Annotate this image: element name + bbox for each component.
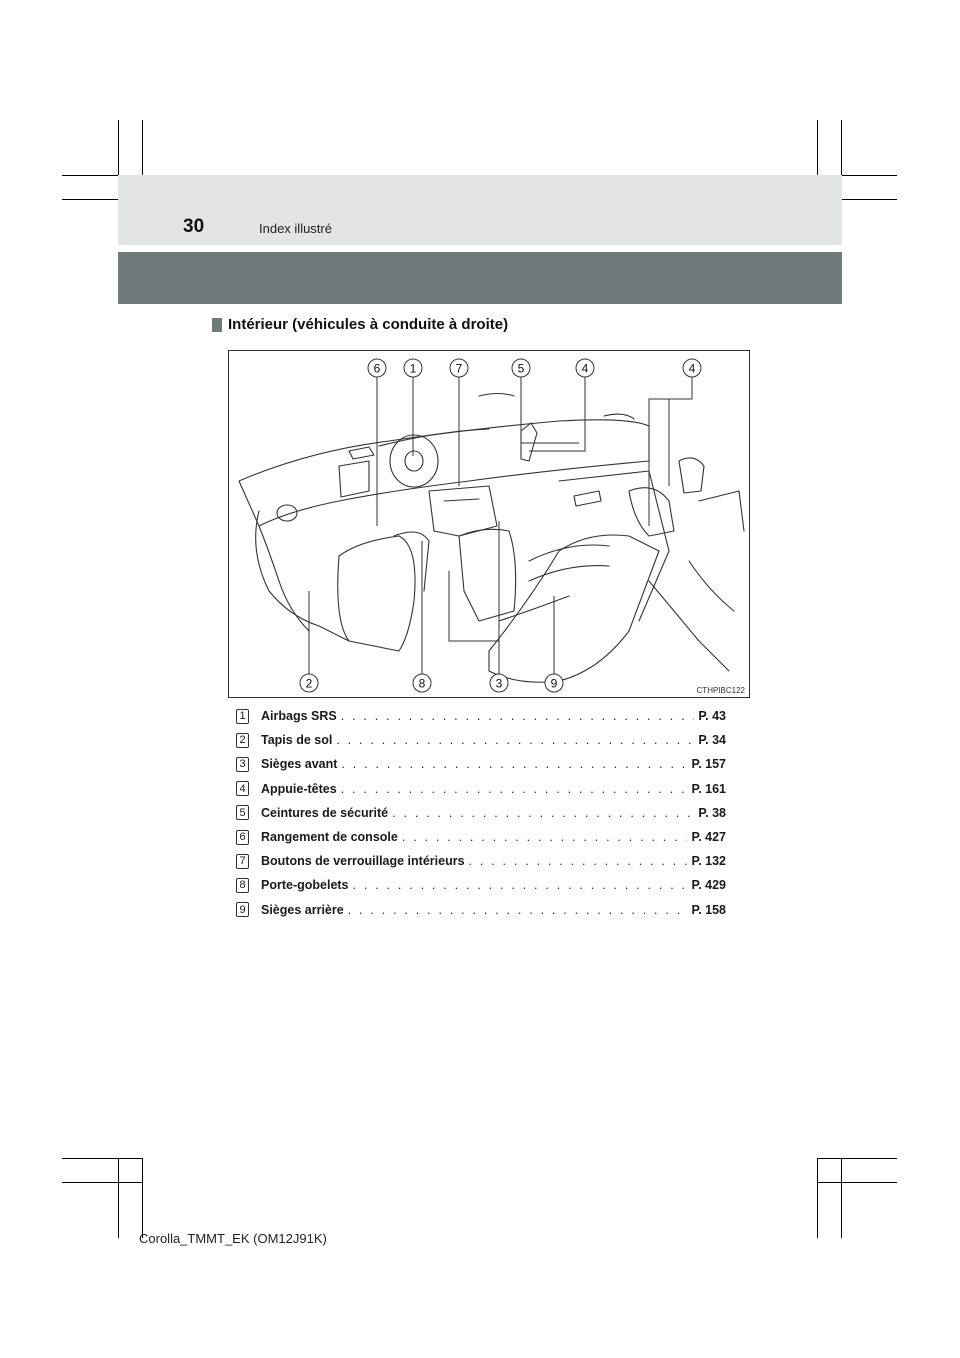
- leader-dots: [341, 757, 687, 771]
- leader-dots: [341, 709, 695, 723]
- index-item: [236, 898, 726, 922]
- item-page-ref[interactable]: P. 38: [698, 805, 726, 820]
- callout-label: 8: [418, 676, 426, 691]
- subheading-text: Intérieur (véhicules à conduite à droite): [228, 316, 509, 333]
- callout-label: 3: [495, 676, 503, 691]
- item-label: Sièges arrière: [261, 902, 344, 917]
- item-label: Airbags SRS: [261, 709, 337, 724]
- leader-dots: [469, 854, 688, 868]
- item-number: 3: [236, 757, 249, 772]
- item-number: 5: [236, 805, 249, 820]
- index-item: [236, 825, 726, 849]
- car-interior-drawing: [229, 351, 749, 697]
- item-label: Porte-gobelets: [261, 878, 349, 893]
- item-number: 8: [236, 878, 249, 893]
- item-page-ref[interactable]: P. 157: [691, 757, 726, 772]
- section-title: Index illustré: [259, 221, 332, 236]
- page-number: 30: [183, 216, 205, 237]
- crop-mark: [62, 1182, 142, 1183]
- header-band: [118, 175, 842, 245]
- crop-mark: [841, 1158, 842, 1238]
- item-label: Rangement de console: [261, 830, 398, 845]
- index-item: [236, 704, 726, 728]
- crop-mark: [142, 1158, 143, 1238]
- callout-label: 7: [455, 361, 463, 376]
- callout-label: 5: [517, 361, 525, 376]
- item-number: 2: [236, 733, 249, 748]
- index-item: [236, 801, 726, 825]
- item-page-ref[interactable]: P. 132: [691, 854, 726, 869]
- callout-label: 9: [550, 676, 558, 691]
- item-page-ref[interactable]: P. 158: [691, 902, 726, 917]
- item-number: 9: [236, 902, 249, 917]
- callout-label: 4: [581, 361, 589, 376]
- leader-dots: [341, 782, 688, 796]
- callout-label: 6: [373, 361, 381, 376]
- crop-mark: [817, 1158, 818, 1238]
- item-number: 7: [236, 854, 249, 869]
- crop-mark: [817, 1158, 897, 1159]
- leader-dots: [402, 830, 688, 844]
- item-label: Appuie-têtes: [261, 781, 337, 796]
- item-label: Tapis de sol: [261, 733, 333, 748]
- subheading: [212, 316, 508, 333]
- interior-illustration: [228, 350, 750, 698]
- footer-doc-code: Corolla_TMMT_EK (OM12J91K): [139, 1231, 327, 1246]
- crop-mark: [817, 1182, 897, 1183]
- leader-dots: [336, 733, 694, 747]
- leader-dots: [392, 806, 694, 820]
- item-page-ref[interactable]: P. 427: [691, 830, 726, 845]
- crop-mark: [118, 1158, 119, 1238]
- index-item: [236, 873, 726, 897]
- header-dark-band: [118, 252, 842, 304]
- leader-dots: [348, 903, 688, 917]
- figure-code: CTHPIBC122: [696, 686, 745, 695]
- item-page-ref[interactable]: P. 429: [691, 878, 726, 893]
- index-item: [236, 777, 726, 801]
- subheading-square-icon: [212, 318, 222, 332]
- index-item: [236, 849, 726, 873]
- item-number: 1: [236, 709, 249, 724]
- item-page-ref[interactable]: P. 34: [698, 733, 726, 748]
- item-label: Boutons de verrouillage intérieurs: [261, 854, 465, 869]
- item-page-ref[interactable]: P. 161: [691, 781, 726, 796]
- item-page-ref[interactable]: P. 43: [698, 709, 726, 724]
- callout-label: 1: [409, 361, 417, 376]
- item-label: Ceintures de sécurité: [261, 805, 389, 820]
- item-number: 4: [236, 781, 249, 796]
- callout-label: 2: [305, 676, 313, 691]
- leader-dots: [353, 878, 688, 892]
- crop-mark: [62, 1158, 142, 1159]
- item-label: Sièges avant: [261, 757, 338, 772]
- index-item: [236, 728, 726, 752]
- index-item: [236, 752, 726, 776]
- item-number: 6: [236, 830, 249, 845]
- callout-label: 4: [688, 361, 696, 376]
- index-list: [236, 704, 726, 922]
